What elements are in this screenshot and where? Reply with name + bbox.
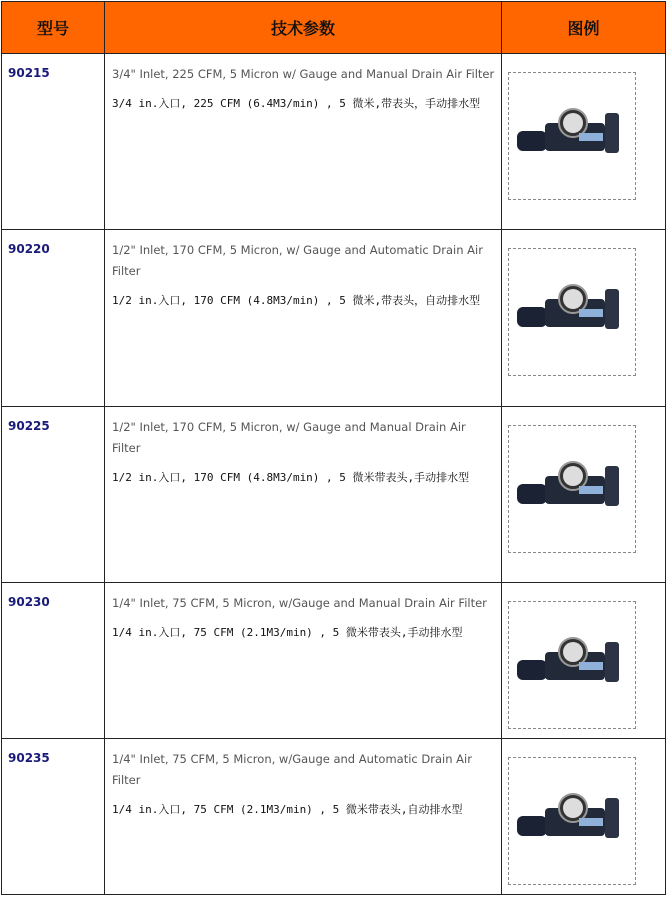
header-model: 型号 (2, 2, 105, 54)
model-number: 90235 (8, 751, 50, 765)
header-specs: 技术参数 (105, 2, 502, 54)
header-image: 图例 (502, 2, 666, 54)
product-image (508, 248, 636, 376)
table-row (2, 54, 666, 230)
product-image (508, 72, 636, 200)
model-number: 90220 (8, 242, 50, 256)
table-row (2, 583, 666, 739)
spec-chinese: 1/2 in.入口, 170 CFM (4.8M3/min) , 5 微米带表头,手动排水型 (112, 471, 470, 484)
table-row (2, 230, 666, 407)
product-image (508, 601, 636, 729)
spec-chinese: 1/2 in.入口, 170 CFM (4.8M3/min) , 5 微米,带表头，自动排水型 (112, 294, 481, 307)
model-number: 90230 (8, 595, 50, 609)
table-row (2, 407, 666, 583)
spec-chinese: 1/4 in.入口, 75 CFM (2.1M3/min) , 5 微米带表头,手动排水型 (112, 626, 463, 639)
model-number: 90215 (8, 66, 50, 80)
spec-english: 3/4" Inlet, 225 CFM, 5 Micron w/ Gauge and Manual Drain Air Filter (112, 67, 495, 81)
model-number: 90225 (8, 419, 50, 433)
spec-english: 1/2" Inlet, 170 CFM, 5 Micron, w/ Gauge and Manual Drain Air Filter (112, 420, 466, 455)
spec-chinese: 3/4 in.入口, 225 CFM (6.4M3/min) , 5 微米,带表头，手动排水型 (112, 97, 481, 110)
product-image (508, 757, 636, 885)
product-image (508, 425, 636, 553)
product-table (1, 1, 666, 895)
spec-english: 1/4" Inlet, 75 CFM, 5 Micron, w/Gauge and Manual Drain Air Filter (112, 596, 487, 610)
spec-english: 1/2" Inlet, 170 CFM, 5 Micron, w/ Gauge and Automatic Drain Air Filter (112, 243, 483, 278)
spec-chinese: 1/4 in.入口, 75 CFM (2.1M3/min) , 5 微米带表头,自动排水型 (112, 803, 463, 816)
spec-english: 1/4" Inlet, 75 CFM, 5 Micron, w/Gauge and Automatic Drain Air Filter (112, 752, 472, 787)
table-row (2, 739, 666, 895)
